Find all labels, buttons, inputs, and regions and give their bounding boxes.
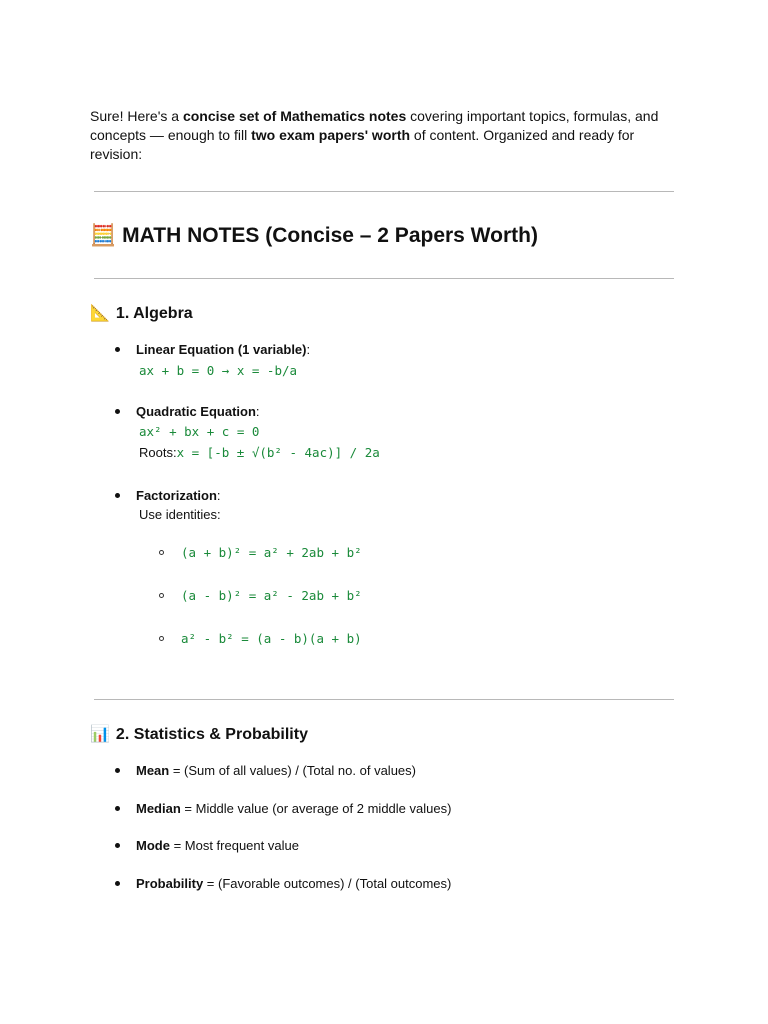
section-heading-statistics [90, 724, 308, 746]
term-label: Median [136, 801, 181, 816]
sub-bullet-icon [159, 593, 164, 598]
page-title [90, 222, 538, 250]
intro-bold-text: two exam papers' worth [251, 127, 411, 143]
sub-bullet-icon [159, 550, 164, 555]
bullet-icon [115, 806, 120, 811]
divider [94, 699, 674, 700]
formula-linear: ax + b = 0 → x = -b/a [139, 363, 298, 378]
term-label: Factorization [136, 488, 217, 503]
label-colon: : [306, 342, 311, 357]
identity-item: (a + b)² = a² + 2ab + b² [181, 545, 362, 560]
bullet-icon [115, 768, 120, 773]
list-item-median [136, 800, 451, 818]
term-label: Mean [136, 763, 170, 778]
divider [94, 278, 674, 279]
term-description: = (Sum of all values) / (Total no. of values) [169, 763, 416, 778]
term-label: Probability [136, 876, 204, 891]
section-heading-algebra [90, 303, 193, 325]
term-label: Quadratic Equation [136, 404, 256, 419]
formula-roots: x = [-b ± √(b² - 4ac)] / 2a [176, 445, 380, 460]
list-item-mean [136, 762, 416, 780]
section-heading-text: 2. Statistics & Probability [115, 726, 308, 743]
formula-quadratic: ax² + bx + c = 0 [139, 424, 260, 439]
intro-text: Sure! Here's a [90, 108, 183, 124]
roots-label: Roots: [139, 445, 177, 460]
intro-bold-text: concise set of Mathematics notes [182, 108, 407, 124]
factorization-note: Use identities: [139, 507, 221, 522]
bullet-icon [115, 409, 120, 414]
bullet-icon [115, 843, 120, 848]
list-item-factorization [136, 487, 221, 505]
abacus-icon: 🧮 [90, 224, 117, 247]
roots-line [139, 444, 380, 462]
term-description: = (Favorable outcomes) / (Total outcomes) [203, 876, 452, 891]
list-item-probability [136, 875, 451, 893]
divider [94, 191, 674, 192]
label-colon: : [255, 404, 260, 419]
bar-chart-icon: 📊 [90, 726, 110, 743]
term-description: = Most frequent value [169, 838, 299, 853]
list-item-quadratic-equation [136, 403, 260, 421]
term-label: Mode [136, 838, 170, 853]
intro-text: covering important topics, formulas, and concepts — enough to fill [90, 108, 659, 143]
intro-paragraph [90, 107, 680, 164]
triangular-ruler-icon: 📐 [90, 305, 110, 322]
page-title-text: MATH NOTES (Concise – 2 Papers Worth) [122, 224, 538, 247]
label-colon: : [216, 488, 221, 503]
list-item-mode [136, 837, 299, 855]
sub-bullet-icon [159, 636, 164, 641]
intro-text: of content. Organized and ready for revision: [90, 127, 635, 162]
term-label: Linear Equation (1 variable) [136, 342, 307, 357]
list-item-linear-equation [136, 341, 310, 359]
bullet-icon [115, 493, 120, 498]
bullet-icon [115, 347, 120, 352]
bullet-icon [115, 881, 120, 886]
identity-item: a² - b² = (a - b)(a + b) [181, 631, 362, 646]
term-description: = Middle value (or average of 2 middle values) [180, 801, 452, 816]
section-heading-text: 1. Algebra [115, 305, 193, 322]
identity-item: (a - b)² = a² - 2ab + b² [181, 588, 362, 603]
